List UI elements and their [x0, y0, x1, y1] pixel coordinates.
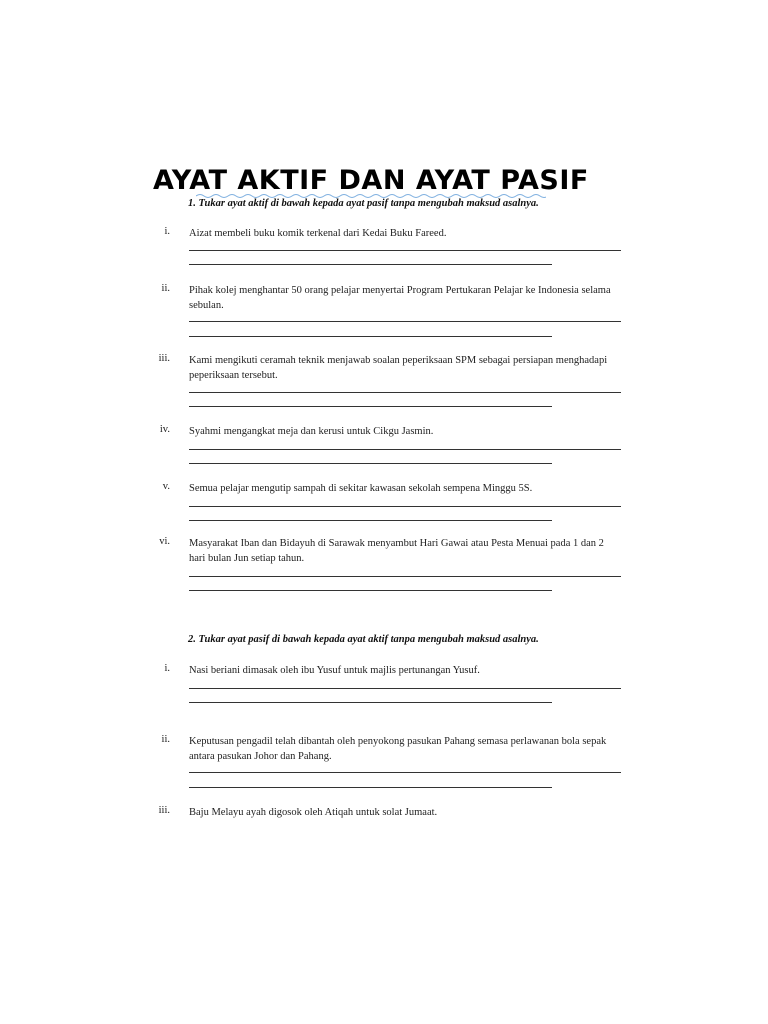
answer-line[interactable] — [189, 321, 621, 322]
section1-item-number: v. — [162, 481, 170, 492]
answer-line[interactable] — [189, 250, 621, 251]
page-title: AYAT AKTIF DAN AYAT PASIF — [153, 165, 589, 196]
section1-item-text: Syahmi mengangkat meja dan kerusi untuk Cikgu Jasmin. — [189, 426, 434, 437]
section2-item-text: Keputusan pengadil telah dibantah oleh penyokong pasukan Pahang semasa perlawanan bola sepak antara pasukan Johor dan Pahang. — [189, 736, 607, 762]
answer-line[interactable] — [189, 406, 552, 407]
answer-line[interactable] — [189, 688, 621, 689]
answer-line[interactable] — [189, 702, 552, 703]
answer-line[interactable] — [189, 787, 552, 788]
answer-line[interactable] — [189, 772, 621, 773]
section1-item-text: Masyarakat Iban dan Bidayuh di Sarawak menyambut Hari Gawai atau Pesta Menuai pada 1 dan 2 hari bulan Jun setiap tahun. — [189, 538, 604, 564]
section2-item-text: Baju Melayu ayah digosok oleh Atiqah untuk solat Jumaat. — [189, 807, 438, 818]
section1-item-number: i. — [164, 226, 170, 237]
section1-instruction: 1. Tukar ayat aktif di bawah kepada ayat pasif tanpa mengubah maksud asalnya. — [188, 198, 539, 209]
answer-line[interactable] — [189, 463, 552, 464]
section1-item-text: Aizat membeli buku komik terkenal dari Kedai Buku Fareed. — [189, 228, 447, 239]
answer-line[interactable] — [189, 449, 621, 450]
section1-item-number: iv. — [159, 424, 170, 435]
section1-item-number: vi. — [159, 536, 170, 547]
section1-item-number: iii. — [158, 353, 170, 364]
section2-item-number: ii. — [161, 734, 170, 745]
section2-item-number: iii. — [158, 805, 170, 816]
answer-line[interactable] — [189, 336, 552, 337]
section2-instruction: 2. Tukar ayat pasif di bawah kepada ayat aktif tanpa mengubah maksud asalnya. — [188, 634, 539, 645]
answer-line[interactable] — [189, 506, 621, 507]
section1-item-text: Pihak kolej menghantar 50 orang pelajar menyertai Program Pertukaran Pelajar ke Indonesia selama sebulan. — [189, 285, 611, 311]
section1-item-number: ii. — [161, 283, 170, 294]
section1-item-text: Semua pelajar mengutip sampah di sekitar kawasan sekolah sempena Minggu 5S. — [189, 483, 533, 494]
section1-item-text: Kami mengikuti ceramah teknik menjawab soalan peperiksaan SPM sebagai persiapan menghadapi peperiksaan tersebut. — [189, 355, 608, 381]
answer-line[interactable] — [189, 590, 552, 591]
answer-line[interactable] — [189, 576, 621, 577]
answer-line[interactable] — [189, 520, 552, 521]
answer-line[interactable] — [189, 264, 552, 265]
answer-line[interactable] — [189, 392, 621, 393]
section2-item-number: i. — [164, 663, 170, 674]
section2-item-text: Nasi beriani dimasak oleh ibu Yusuf untuk majlis pertunangan Yusuf. — [189, 665, 480, 676]
